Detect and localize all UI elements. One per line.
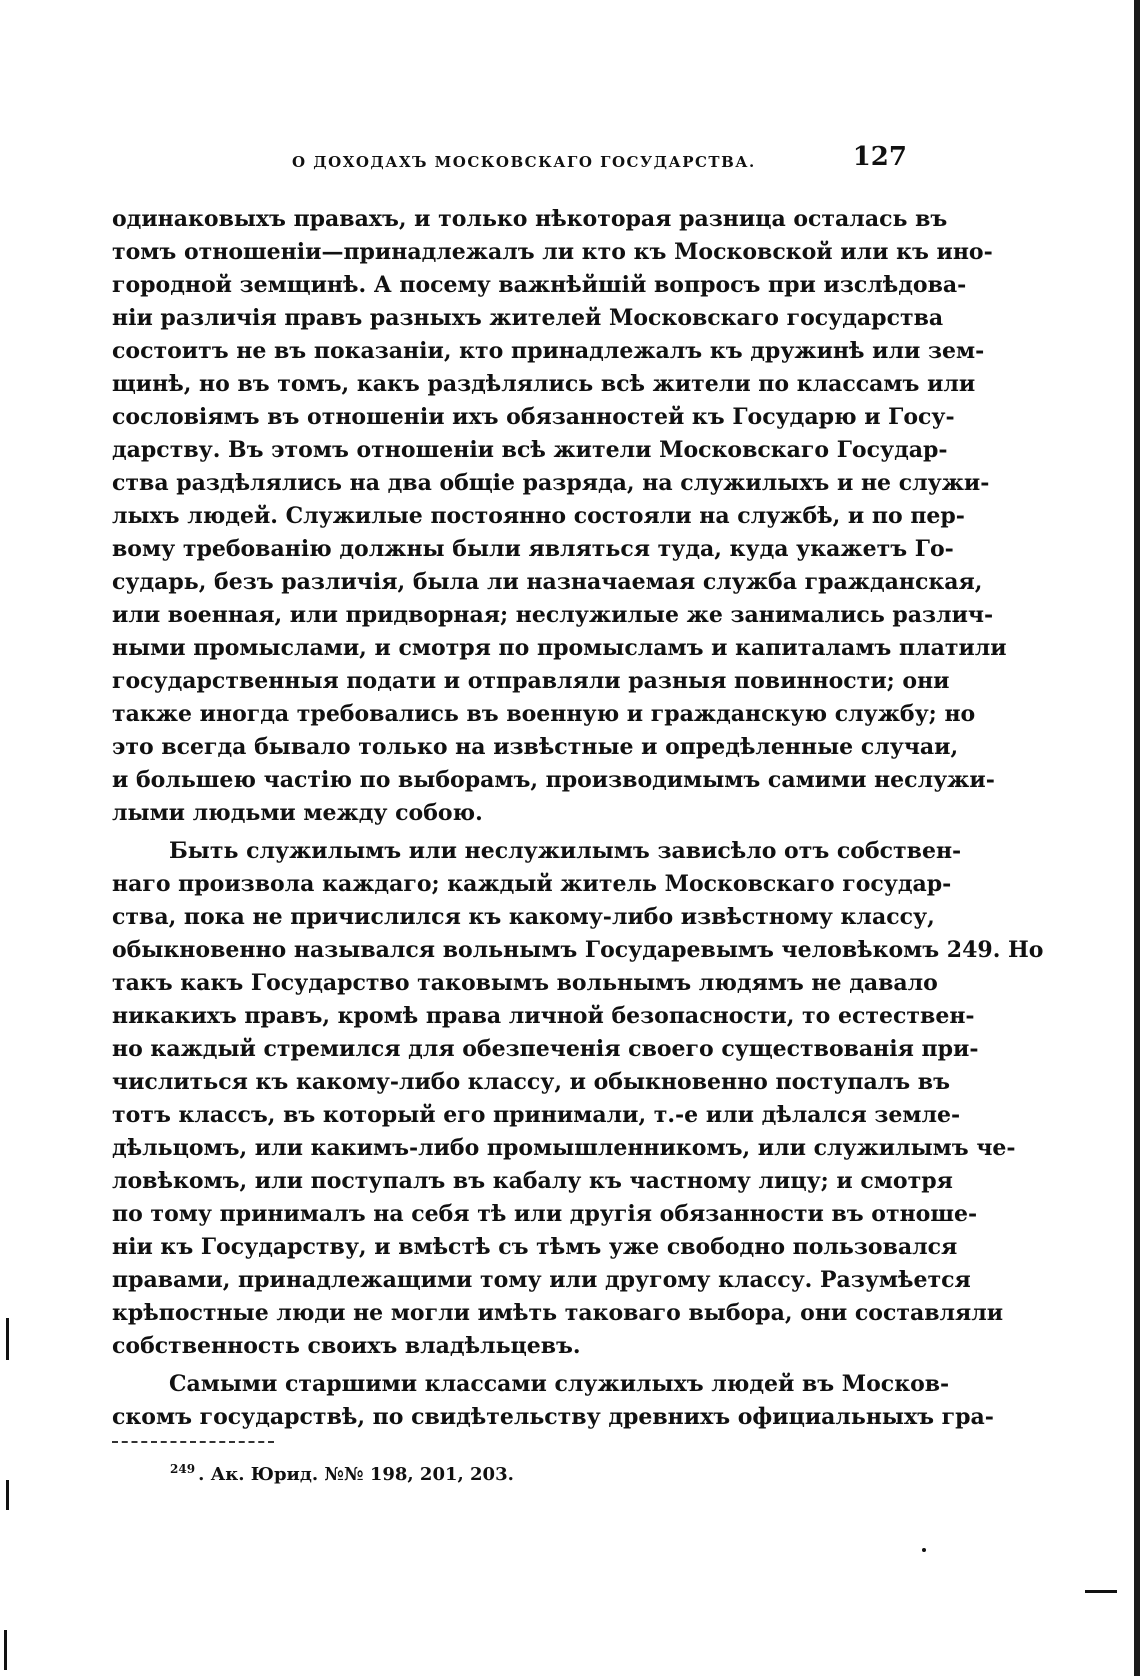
text-line: обыкновенно назывался вольнымъ Государевымъ человѣкомъ 249. Но [112, 937, 1044, 963]
running-head: О ДОХОДАХЪ МОСКОВСКАГО ГОСУДАРСТВА. [292, 153, 756, 171]
text-line: ства раздѣлялись на два общіе разряда, на служилыхъ и не служи- [112, 470, 990, 496]
text-line: такъ какъ Государство таковымъ вольнымъ людямъ не давало [112, 970, 938, 996]
footnote-rule [112, 1441, 274, 1443]
text-line: государственныя подати и отправляли разныя повинности; они [112, 668, 950, 694]
text-line: городной земщинѣ. А посему важнѣйшій вопросъ при изслѣдова- [112, 272, 967, 298]
footnote-marker: 249 [170, 1462, 196, 1476]
text-line: щинѣ, но въ томъ, какъ раздѣлялись всѣ жители по классамъ или [112, 371, 976, 397]
text-line: числиться къ какому-либо классу, и обыкновенно поступалъ въ [112, 1069, 950, 1095]
text-line: но каждый стремился для обезпеченія своего существованія при- [112, 1036, 979, 1062]
body-text [112, 203, 1044, 1434]
text-line: дѣльцомъ, или какимъ-либо промышленникомъ, или служилымъ че- [112, 1135, 1016, 1161]
text-line: ными промыслами, и смотря по промысламъ и капиталамъ платили [112, 635, 1007, 661]
paragraph-2 [112, 835, 1044, 1363]
page-number: 127 [852, 142, 907, 172]
text-line: или военная, или придворная; неслужилые же занимались различ- [112, 602, 994, 628]
text-line: ловѣкомъ, или поступалъ въ кабалу къ частному лицу; и смотря [112, 1168, 953, 1194]
text-line: состоитъ не въ показаніи, кто принадлежалъ къ дружинѣ или зем- [112, 338, 985, 364]
page-header [112, 142, 907, 182]
text-line: сударь, безъ различія, была ли назначаемая служба гражданская, [112, 569, 983, 595]
text-line: ніи различія правъ разныхъ жителей Московскаго государства [112, 305, 944, 331]
paragraph-3 [112, 1368, 994, 1434]
text-line: сословіямъ въ отношеніи ихъ обязанностей къ Государю и Госу- [112, 404, 955, 430]
text-line: правами, принадлежащими тому или другому классу. Разумѣется [112, 1267, 971, 1293]
text-line: лыхъ людей. Служилые постоянно состояли на службѣ, и по пер- [112, 503, 965, 529]
text-line: Самыми старшими классами служилыхъ людей въ Москов- [169, 1371, 950, 1397]
page-edge-line [1134, 0, 1140, 1676]
footnote-text: . Ак. Юрид. №№ 198, 201, 203. [198, 1464, 514, 1485]
text-line: никакихъ правъ, кромѣ права личной безопасности, то естествен- [112, 1003, 975, 1029]
text-line: собственность своихъ владѣльцевъ. [112, 1333, 581, 1359]
text-line: наго произвола каждаго; каждый житель Московскаго государ- [112, 871, 952, 897]
text-line: это всегда бывало только на извѣстные и опредѣленные случаи, [112, 734, 959, 760]
text-line: скомъ государствѣ, по свидѣтельству древнихъ официальныхъ гра- [112, 1404, 994, 1430]
text-line: томъ отношеніи—принадлежалъ ли кто къ Московской или къ ино- [112, 239, 993, 265]
text-line: тотъ классъ, въ который его принимали, т.-е или дѣлался земле- [112, 1102, 961, 1128]
scan-artifact-mark [4, 1630, 7, 1670]
text-line: и большею частію по выборамъ, производимымъ самими неслужи- [112, 767, 995, 793]
text-line: по тому принималъ на себя тѣ или другія обязанности въ отноше- [112, 1201, 978, 1227]
scan-artifact-mark [922, 1548, 926, 1552]
text-line: также иногда требовались въ военную и гражданскую службу; но [112, 701, 976, 727]
paragraph-1 [112, 203, 1007, 830]
text-line: вому требованію должны были являться туда, куда укажетъ Го- [112, 536, 954, 562]
text-line: дарству. Въ этомъ отношеніи всѣ жители Московскаго Государ- [112, 437, 948, 463]
text-line: одинаковыхъ правахъ, и только нѣкоторая разница осталась въ [112, 206, 948, 232]
scan-artifact-mark [1085, 1590, 1117, 1593]
text-line: ніи къ Государству, и вмѣстѣ съ тѣмъ уже свободно пользовался [112, 1234, 958, 1260]
scan-artifact-mark [6, 1480, 9, 1510]
text-line: крѣпостные люди не могли имѣть таковаго выбора, они составляли [112, 1300, 1004, 1326]
text-line: Быть служилымъ или неслужилымъ зависѣло отъ собствен- [169, 838, 962, 864]
footnote [170, 1462, 514, 1485]
text-line: ства, пока не причислился къ какому-либо извѣстному классу, [112, 904, 935, 930]
scan-artifact-mark [6, 1318, 9, 1360]
text-line: лыми людьми между собою. [112, 800, 483, 826]
